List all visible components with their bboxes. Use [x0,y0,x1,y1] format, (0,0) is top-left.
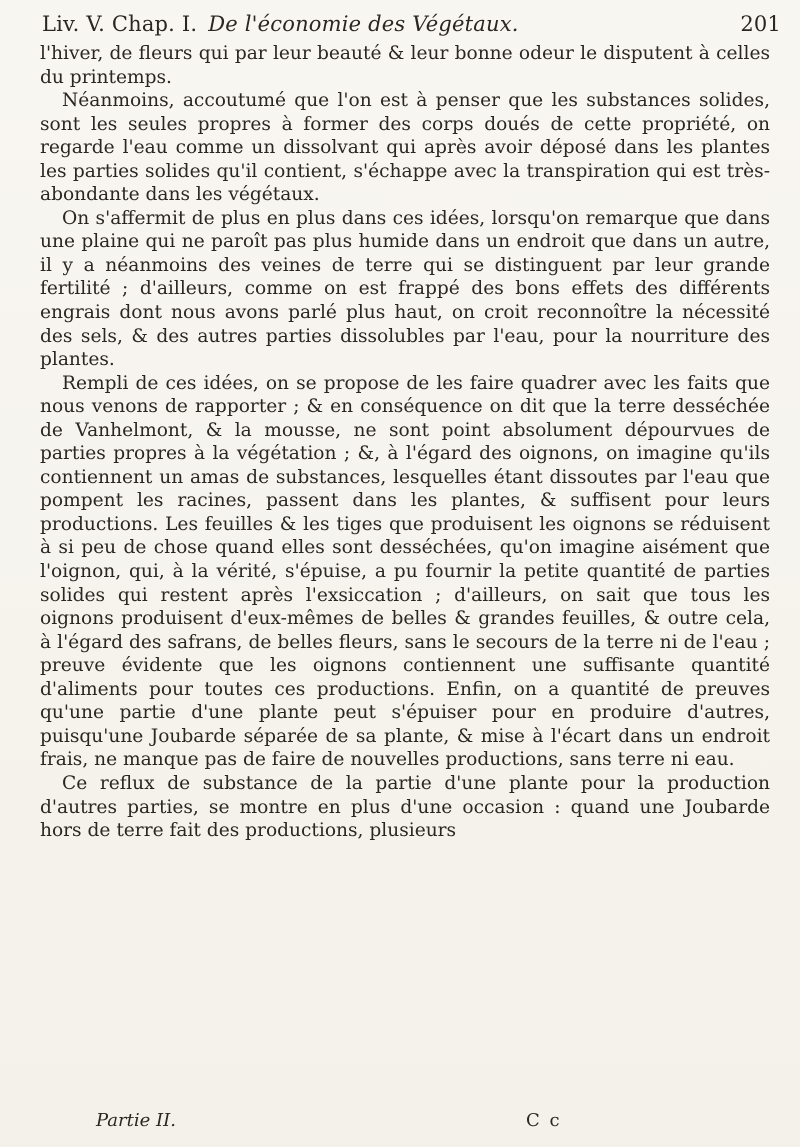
paragraph: On s'affermit de plus en plus dans ces idées, lorsqu'on remarque que dans une plaine qui ne paroît pas plus humide dans un endroit que dans un autre, il y a néanmoins des veines de terre qui se distinguent par leur grande fertilité ; d'ailleurs, comme on est frappé des bons effets des différents engrais dont nous avons parlé plus haut, on croit reconnoître la nécessité des sels, & des autres parties dissolubles par l'eau, pour la nourriture des plantes. [40,207,770,371]
signature-mark: C c [526,1110,562,1131]
paragraph: Néanmoins, accoutumé que l'on est à penser que les substances solides, sont les seules propres à former des corps doués de cette propriété, on regarde l'eau comme un dissolvant qui après avoir déposé dans les plantes les parties solides qu'il contient, s'échappe avec la transpiration qui est très-abondante dans les végétaux. [40,90,770,206]
page-footer [96,1110,716,1138]
part-label: Partie II. [96,1110,176,1131]
running-head: Liv. V. Chap. I. [42,12,198,36]
chapter-title: De l'économie des Végétaux. [208,12,519,36]
paragraph: Rempli de ces idées, on se propose de les faire quadrer avec les faits que nous venons de rapporter ; & en conséquence on dit que la terre desséchée de Vanhelmont, & la mousse, ne sont point absolument dépourvues de parties propres à la végétation ; &, à l'égard des oignons, on imagine qu'ils contiennent un amas de substances, lesquelles étant dissoutes par l'eau que pompent les racines, passent dans les plantes, & suffisent pour leurs productions. Les feuilles & les tiges que produisent les oignons se réduisent à si peu de chose quand elles sont desséchées, qu'on imagine aisément que l'oignon, qui, à la vérité, s'épuise, a pu fournir la petite quantité de parties solides qui restent après l'exsiccation ; d'ailleurs, on sait que tous les oignons produisent d'eux-mêmes de belles & grandes feuilles, & outre cela, à l'égard des safrans, de belles fleurs, sans le secours de la terre ni de l'eau ; preuve évidente que les oignons contiennent une suffisante quantité d'aliments pour toutes ces productions. Enfin, on a quantité de preuves qu'une partie d'une plante peut s'épuiser pour en produire d'autres, puisqu'une Joubarde séparée de sa plante, & mise à l'écart dans un endroit frais, ne manque pas de faire de nouvelles productions, sans terre ni eau. [40,372,770,771]
paragraph: Ce reflux de substance de la partie d'une plante pour la production d'autres parties, se montre en plus d'une occasion : quand une Joubarde hors de terre fait des productions, plusieurs [40,772,770,842]
running-header [42,12,787,46]
page-number: 201 [740,12,781,36]
paragraph-continuation: l'hiver, de fleurs qui par leur beauté & leur bonne odeur le disputent à celles du printemps. [40,43,770,88]
body-text [40,42,770,843]
